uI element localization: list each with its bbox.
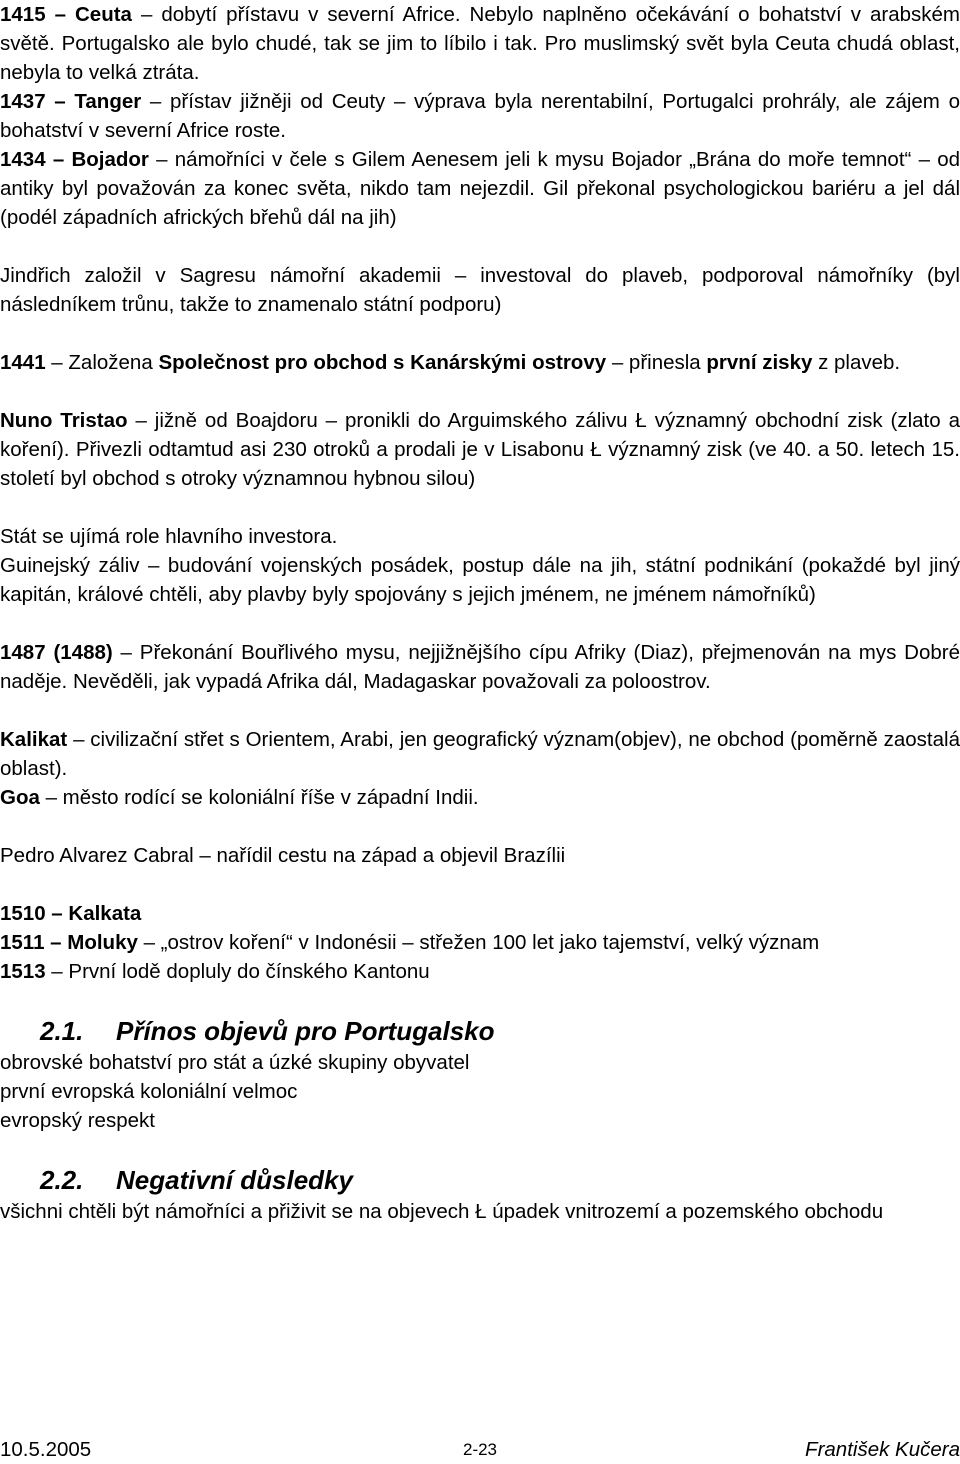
section-number: 2.1. [40, 1016, 84, 1046]
text-run: evropský respekt [0, 1109, 155, 1132]
paragraph-spacer [0, 609, 960, 638]
paragraph-spacer [0, 986, 960, 1015]
bold-text: 1434 – Bojador [0, 148, 149, 171]
paragraph [0, 899, 960, 928]
paragraph [0, 406, 960, 493]
paragraph-spacer [0, 232, 960, 261]
paragraph [0, 638, 960, 696]
section-heading [0, 1015, 960, 1048]
paragraph [0, 725, 960, 783]
text-run: obrovské bohatství pro stát a úzké skupiny obyvatel [0, 1051, 470, 1074]
bold-text: Goa [0, 786, 40, 809]
paragraph-spacer [0, 493, 960, 522]
text-run: z plaveb. [812, 351, 901, 374]
paragraph [0, 1077, 960, 1106]
text-run: – námořníci v čele s Gilem Aenesem jeli k mysu Bojador „Brána do moře temnot“ – od antiky byl považován za konec světa, nikdo tam nejezdil. Gil překonal psychologickou bariéru a jel dál (podél západních afrických břehů dál na jih) [0, 148, 960, 229]
footer-page-number: 2-23 [462, 1440, 498, 1459]
paragraph-spacer [0, 870, 960, 899]
page-footer [0, 1436, 960, 1464]
bold-text: 1437 – Tanger [0, 90, 142, 113]
paragraph-spacer [0, 377, 960, 406]
paragraph [0, 261, 960, 319]
paragraph-spacer [0, 1135, 960, 1164]
footer-date: 10.5.2005 [0, 1438, 92, 1461]
section-title: Negativní důsledky [116, 1165, 353, 1195]
text-run: – město rodící se koloniální říše v západní Indii. [39, 786, 479, 809]
paragraph [0, 928, 960, 957]
paragraph [0, 522, 960, 551]
bold-text: Kalikat [0, 728, 68, 751]
paragraph-spacer [0, 812, 960, 841]
text-run: všichni chtěli být námořníci a přiživit se na objevech Ł úpadek vnitrozemí a pozemského obchodu [0, 1200, 884, 1223]
paragraph [0, 145, 960, 232]
bold-text: 1511 – Moluky [0, 931, 138, 954]
bold-text: 1510 – Kalkata [0, 902, 142, 925]
section-heading [0, 1164, 960, 1197]
paragraph [0, 87, 960, 145]
text-run: – První lodě dopluly do čínského Kantonu [45, 960, 430, 983]
text-run: Stát se ujímá role hlavního investora. [0, 525, 338, 548]
paragraph-spacer [0, 319, 960, 348]
text-run: – jižně od Boajdoru – pronikli do Arguimského zálivu Ł významný obchodní zisk (zlato a koření). Přivezli odtamtud asi 230 otroků a prodali je v Lisabonu Ł významný zisk (ve 40. a 50. letech 15. století byl obchod s otroky významnou hybnou silou) [0, 409, 960, 490]
footer-author: František Kučera [805, 1438, 960, 1461]
text-run: – dobytí přístavu v severní Africe. Nebylo naplněno očekávání o bohatství v arabském světě. Portugalsko ale bylo chudé, tak se jim to líbilo i tak. Pro muslimský svět byla Ceuta chudá oblast, nebyla to velká ztráta. [0, 3, 960, 84]
text-run: Jindřich založil v Sagresu námořní akademii – investoval do plaveb, podporoval námořníky (byl následníkem trůnu, takže to znamenalo státní podporu) [0, 264, 960, 316]
bold-text: 1513 [0, 960, 46, 983]
text-run: Guinejský záliv – budování vojenských posádek, postup dále na jih, státní podnikání (pokaždé byl jiný kapitán, králové chtěli, aby plavby byly spojovány s jejich jménem, ne jménem námořníků) [0, 554, 960, 606]
paragraph [0, 1048, 960, 1077]
paragraph [0, 1197, 960, 1226]
text-run: – Založena [45, 351, 159, 374]
text-run: Pedro Alvarez Cabral – nařídil cestu na západ a objevil Brazílii [0, 844, 566, 867]
section-number: 2.2. [40, 1165, 84, 1195]
paragraph [0, 348, 960, 377]
bold-text: první zisky [706, 351, 813, 374]
bold-text: Společnost pro obchod s Kanárskými ostrovy [158, 351, 607, 374]
text-run: první evropská koloniální velmoc [0, 1080, 298, 1103]
paragraph-spacer [0, 696, 960, 725]
paragraph [0, 1106, 960, 1135]
paragraph [0, 841, 960, 870]
bold-text: 1415 – Ceuta [0, 3, 132, 26]
bold-text: 1441 [0, 351, 46, 374]
section-title: Přínos objevů pro Portugalsko [116, 1016, 495, 1046]
paragraph [0, 0, 960, 87]
text-run: – „ostrov koření“ v Indonésii – střežen 100 let jako tajemství, velký význam [137, 931, 820, 954]
paragraph [0, 957, 960, 986]
text-run: – Překonání Bouřlivého mysu, nejjižnějšího cípu Afriky (Diaz), přejmenován na mys Dobré naděje. Nevěděli, jak vypadá Afrika dál, Madagaskar považovali za poloostrov. [0, 641, 960, 693]
bold-text: 1487 (1488) [0, 641, 113, 664]
text-run: – civilizační střet s Orientem, Arabi, jen geografický význam(objev), ne obchod (poměrně zaostalá oblast). [0, 728, 960, 780]
paragraph [0, 783, 960, 812]
bold-text: Nuno Tristao [0, 409, 128, 432]
paragraph [0, 551, 960, 609]
text-run: – přístav jižněji od Ceuty – výprava byla nerentabilní, Portugalci prohrály, ale zájem o bohatství v severní Africe roste. [0, 90, 960, 142]
text-run: – přinesla [606, 351, 707, 374]
